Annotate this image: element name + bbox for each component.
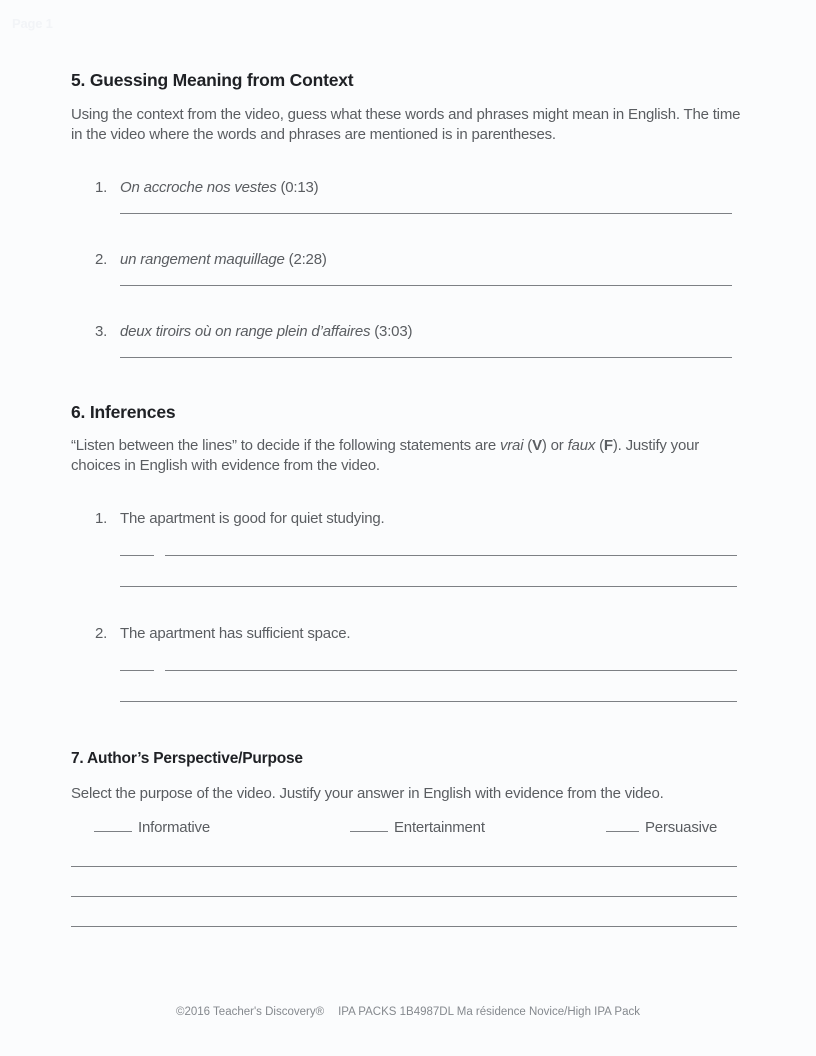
free-answer-line — [71, 866, 737, 867]
justification-line — [165, 554, 737, 556]
french-phrase: On accroche nos vestes — [120, 179, 277, 196]
item-number: 2. — [95, 251, 108, 268]
section6-instructions: “Listen between the lines” to decide if the following statements are vrai (V) or faux (F). Justify your choices in English with evidence from the video. — [71, 437, 700, 474]
statement-text: The apartment has sufficient space. — [120, 625, 351, 642]
section7-heading: 7. Author’s Perspective/Purpose — [71, 750, 303, 767]
v-letter: V — [532, 437, 542, 454]
instructions-text: “Listen between the lines” to decide if the following statements are — [71, 437, 500, 454]
item-number: 2. — [95, 625, 108, 642]
inference-item-1 — [71, 509, 737, 587]
vf-answer-row — [120, 554, 737, 556]
section7-instructions: Select the purpose of the video. Justify your answer in English with evidence from the video. — [71, 785, 664, 802]
gap — [154, 554, 165, 556]
justification-line-2 — [120, 701, 737, 702]
vf-answer-row — [120, 669, 737, 671]
item-phrase — [120, 179, 318, 196]
option-persuasive — [606, 816, 717, 838]
faux-word: faux — [567, 437, 596, 454]
section5-instructions: Using the context from the video, guess what these words and phrases might mean in English. The time in the video where the words and phrases are mentioned is in parentheses. — [71, 106, 741, 143]
option-blank — [94, 816, 132, 832]
item-number: 1. — [95, 179, 108, 196]
option-informative — [94, 816, 210, 838]
guessing-item-2 — [71, 250, 737, 286]
vf-blank — [120, 554, 154, 556]
item-number: 3. — [95, 323, 108, 340]
pack-id-text: IPA PACKS 1B4987DL Ma résidence Novice/High IPA Pack — [338, 1006, 640, 1018]
page-number-label: Page 1 — [12, 16, 53, 31]
guessing-item-3 — [71, 322, 737, 358]
answer-line — [120, 285, 732, 286]
item-number: 1. — [95, 510, 108, 527]
statement-text: The apartment is good for quiet studying. — [120, 510, 385, 527]
gap — [154, 669, 165, 671]
french-phrase: un rangement maquillage — [120, 251, 285, 268]
justification-line — [165, 669, 737, 671]
timestamp: (0:13) — [280, 179, 319, 196]
timestamp: (2:28) — [288, 251, 327, 268]
french-phrase: deux tiroirs où on range plein d’affaires — [120, 323, 371, 340]
option-blank — [350, 816, 388, 832]
free-answer-line — [71, 926, 737, 927]
option-label: Persuasive — [645, 819, 718, 836]
option-label: Entertainment — [394, 819, 485, 836]
inference-item-2 — [71, 624, 737, 702]
page-content — [71, 0, 741, 927]
vf-blank — [120, 669, 154, 671]
section5-heading: 5. Guessing Meaning from Context — [71, 70, 354, 90]
item-phrase — [120, 251, 327, 268]
justification-line-2 — [120, 586, 737, 587]
option-blank — [606, 816, 639, 832]
option-entertainment — [350, 816, 485, 838]
copyright-text: ©2016 Teacher's Discovery® — [176, 1006, 325, 1018]
purpose-options-row — [71, 816, 737, 836]
answer-line — [120, 213, 732, 214]
item-phrase — [120, 323, 412, 340]
vrai-word: vrai — [499, 437, 524, 454]
guessing-item-1 — [71, 178, 737, 214]
f-letter: F — [603, 437, 613, 454]
timestamp: (3:03) — [374, 323, 413, 340]
page-footer — [0, 1006, 816, 1018]
option-label: Informative — [138, 819, 210, 836]
free-answer-line — [71, 896, 737, 897]
answer-line — [120, 357, 732, 358]
section6-heading: 6. Inferences — [71, 402, 176, 422]
